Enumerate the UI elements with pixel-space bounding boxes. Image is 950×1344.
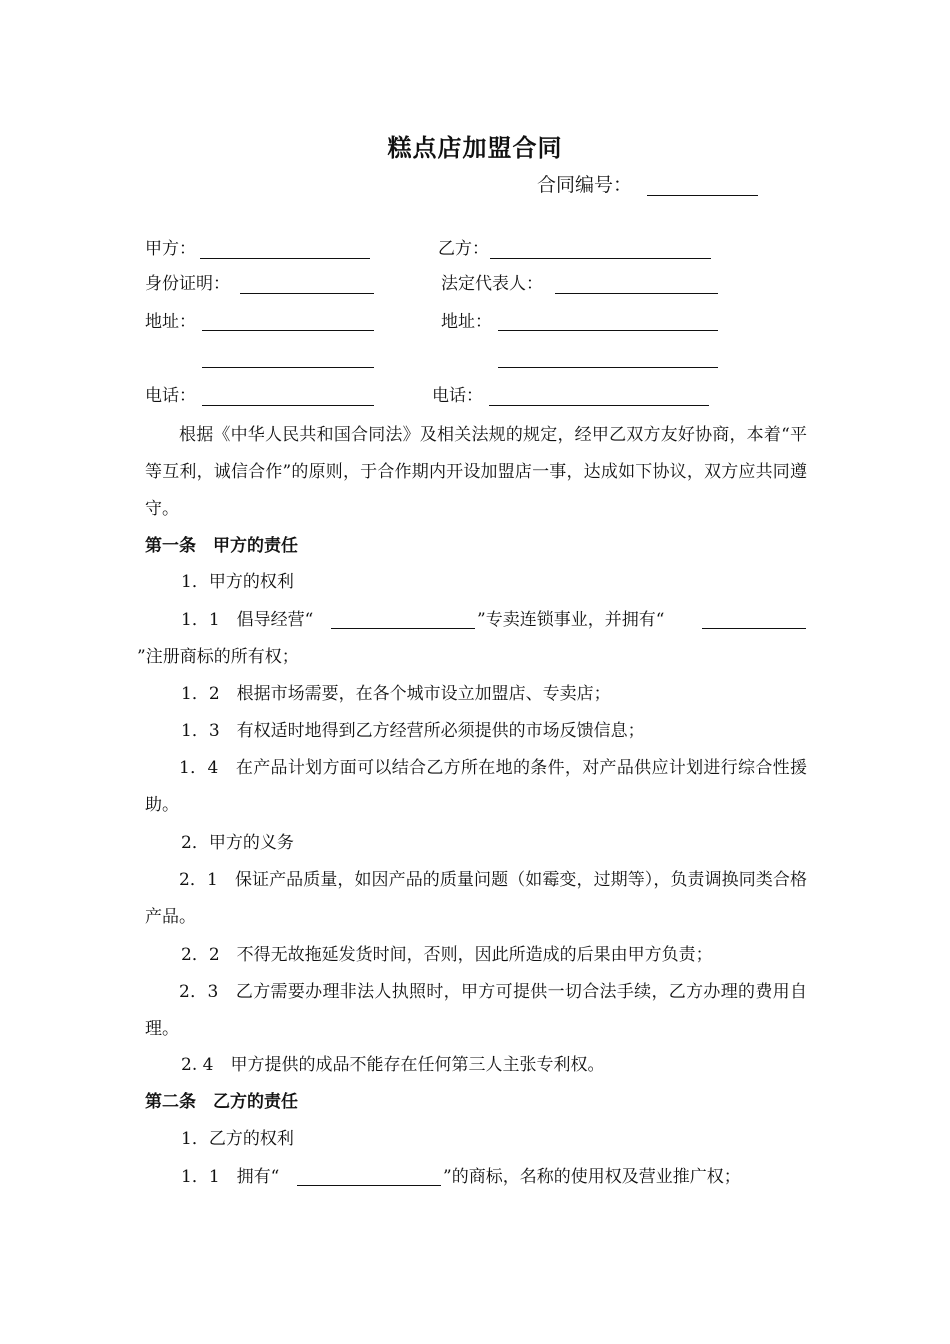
phone-b-blank: [489, 405, 709, 406]
article-2-clause-1-1-pre: 1．1 拥有“: [181, 1167, 280, 1187]
legal-rep-label: 法定代表人：: [441, 274, 543, 294]
id-blank: [240, 293, 374, 294]
article-2-rights-heading: 1．乙方的权利: [181, 1129, 294, 1149]
address-b-blank-2: [498, 367, 718, 368]
clause-1-4: 1．4 在产品计划方面可以结合乙方所在地的条件，对产品供应计划进行综合性援助。: [145, 758, 807, 815]
clause-1-1-blank-2: [702, 628, 806, 629]
clause-2-2: 2．2 不得无故拖延发货时间，否则，因此所造成的后果由甲方负责；: [181, 945, 713, 965]
clause-1-1-pre: 1．1 倡导经营“: [181, 610, 314, 630]
article-1-heading: 第一条 甲方的责任: [145, 536, 298, 556]
clause-1-1-blank-1: [331, 628, 475, 629]
document-title: 糕点店加盟合同: [387, 134, 563, 162]
phone-b-label: 电话：: [432, 386, 483, 406]
party-b-label: 乙方：: [438, 239, 489, 259]
article-2-clause-1-1-post: ”的商标，名称的使用权及营业推广权；: [443, 1167, 741, 1187]
id-label: 身份证明：: [145, 274, 230, 294]
clause-2-1: 2．1 保证产品质量，如因产品的质量问题（如霉变，过期等），负责调换同类合格产品。: [145, 870, 807, 927]
article-2-heading: 第二条 乙方的责任: [145, 1092, 298, 1112]
article-2-clause-1-1-blank: [297, 1185, 441, 1186]
contract-number-blank: [647, 195, 758, 196]
clause-2-3: 2．3 乙方需要办理非法人执照时，甲方可提供一切合法手续，乙方办理的费用自理。: [145, 982, 807, 1039]
legal-rep-blank: [555, 293, 718, 294]
article-1-rights-heading: 1．甲方的权利: [181, 572, 294, 592]
preamble-paragraph: 根据《中华人民共和国合同法》及相关法规的规定，经甲乙双方友好协商，本着“平等互利，诚信合作”的原则，于合作期内开设加盟店一事，达成如下协议，双方应共同遵守。: [145, 425, 807, 519]
party-a-blank: [200, 258, 370, 259]
address-b-label: 地址：: [441, 312, 492, 332]
phone-a-label: 电话：: [145, 386, 196, 406]
phone-a-blank: [202, 405, 374, 406]
article-1-duties-heading: 2．甲方的义务: [181, 833, 294, 853]
address-a-label: 地址：: [145, 312, 196, 332]
party-a-label: 甲方：: [145, 239, 196, 259]
clause-2-4: 2. 4 甲方提供的成品不能存在任何第三人主张专利权。: [181, 1055, 605, 1075]
party-b-blank: [490, 258, 711, 259]
clause-1-1-mid: ”专卖连锁事业，并拥有“: [477, 610, 665, 630]
clause-1-2: 1．2 根据市场需要，在各个城市设立加盟店、专卖店；: [181, 684, 611, 704]
address-a-blank-2: [202, 367, 374, 368]
contract-number-label: 合同编号：: [537, 174, 633, 196]
clause-1-1-post: ”注册商标的所有权；: [137, 647, 299, 667]
address-a-blank: [202, 330, 374, 331]
address-b-blank: [498, 330, 718, 331]
clause-1-3: 1．3 有权适时地得到乙方经营所必须提供的市场反馈信息；: [181, 721, 645, 741]
